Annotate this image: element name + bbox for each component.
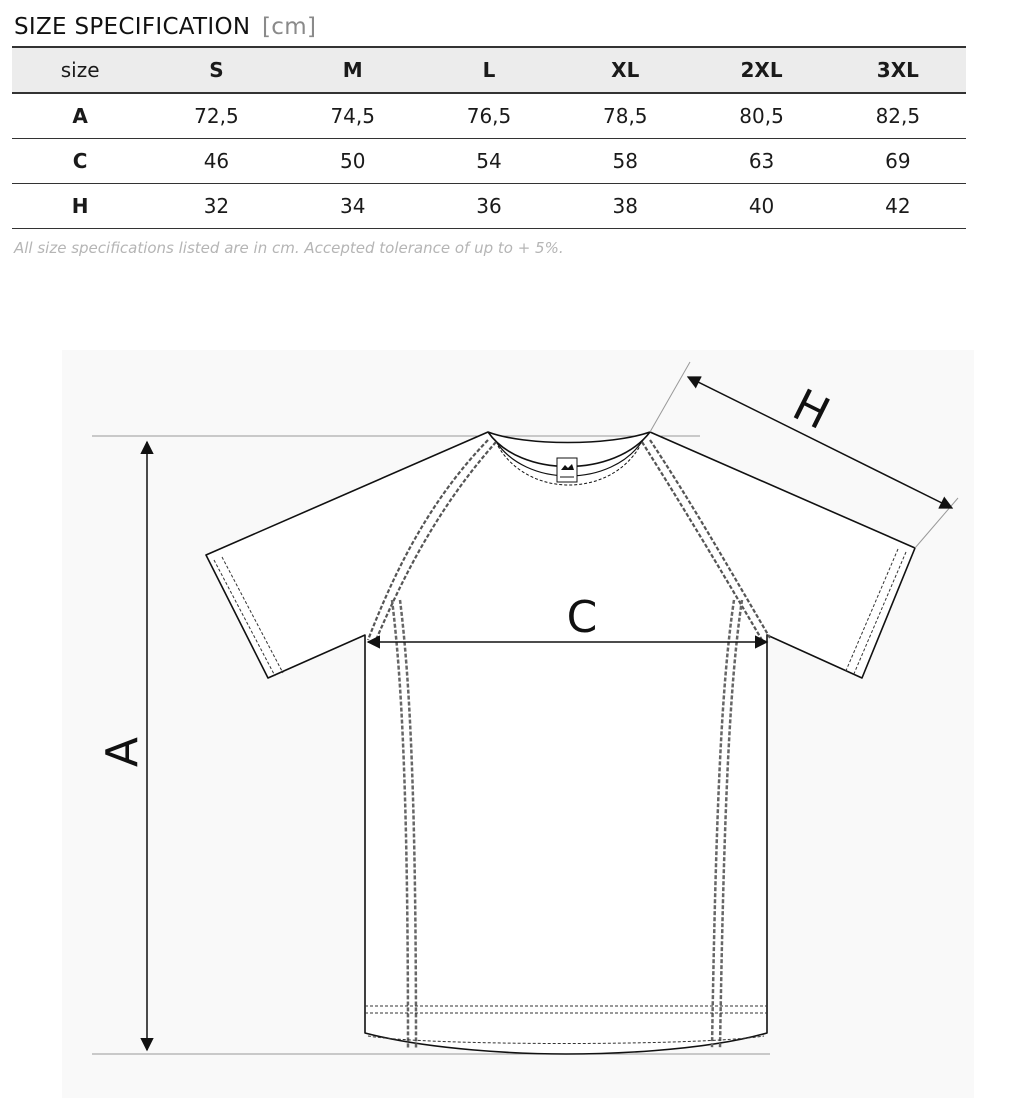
table-cell: 32: [148, 184, 284, 229]
column-header: XL: [557, 47, 693, 93]
column-header: M: [285, 47, 421, 93]
table-cell: 78,5: [557, 93, 693, 139]
table-cell: 80,5: [693, 93, 829, 139]
dimension-a-label: A: [97, 736, 148, 768]
dimension-h-label: H: [784, 379, 838, 440]
table-cell: 76,5: [421, 93, 557, 139]
row-label: H: [12, 184, 148, 229]
table-cell: 63: [693, 139, 829, 184]
column-header: L: [421, 47, 557, 93]
title-text: SIZE SPECIFICATION: [14, 14, 251, 40]
table-cell: 69: [830, 139, 966, 184]
title-unit: [cm]: [262, 14, 317, 40]
table-cell: 42: [830, 184, 966, 229]
dimension-c-label: C: [566, 592, 598, 643]
dimension-h-extension-bottom: [915, 498, 958, 548]
table-cell: 58: [557, 139, 693, 184]
row-label: A: [12, 93, 148, 139]
column-header: size: [12, 47, 148, 93]
table-cell: 34: [285, 184, 421, 229]
row-label: C: [12, 139, 148, 184]
dimension-h-extension-top: [650, 362, 690, 432]
column-header: S: [148, 47, 284, 93]
column-header: 2XL: [693, 47, 829, 93]
table-cell: 82,5: [830, 93, 966, 139]
table-cell: 36: [421, 184, 557, 229]
neck-label: [557, 458, 577, 482]
tolerance-note: All size specifications listed are in cm. Accepted tolerance of up to + 5%.: [14, 239, 564, 257]
table-cell: 38: [557, 184, 693, 229]
table-cell: 50: [285, 139, 421, 184]
table-cell: 54: [421, 139, 557, 184]
tshirt-outline: [206, 432, 915, 1054]
column-header: 3XL: [830, 47, 966, 93]
table-cell: 74,5: [285, 93, 421, 139]
table-cell: 72,5: [148, 93, 284, 139]
table-cell: 40: [693, 184, 829, 229]
table-cell: 46: [148, 139, 284, 184]
